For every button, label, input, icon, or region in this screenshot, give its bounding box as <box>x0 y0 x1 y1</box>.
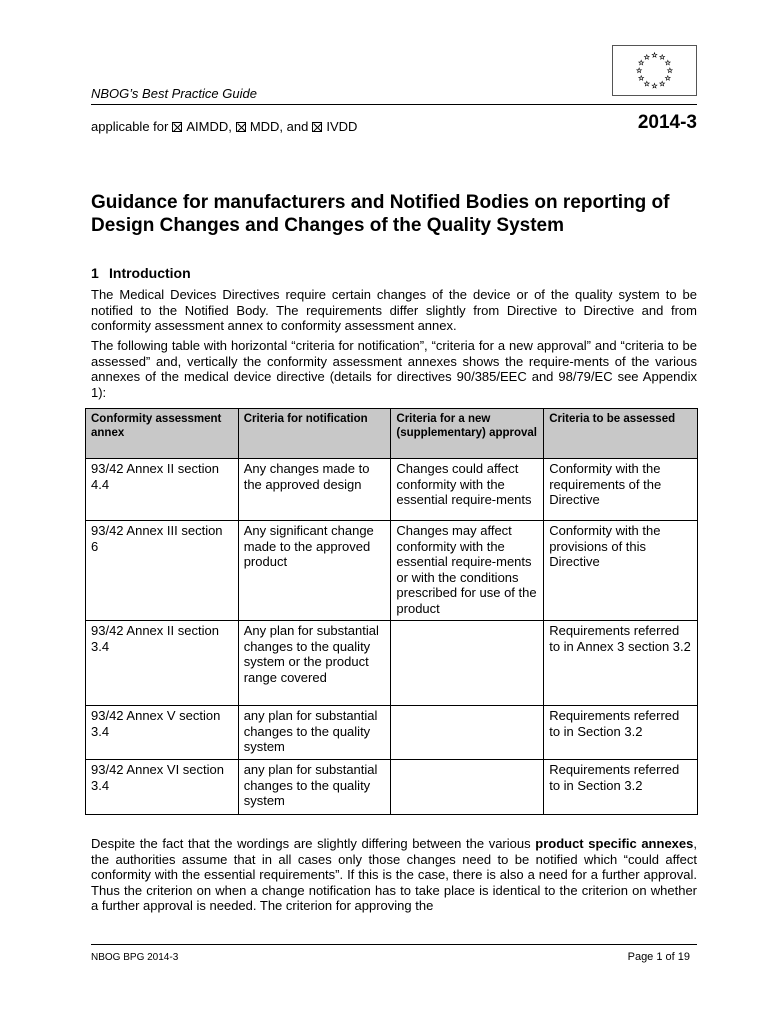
checked-box-icon <box>236 122 246 132</box>
closing-text-bold: product specific annexes <box>535 836 694 851</box>
column-header: Criteria to be assessed <box>544 409 698 459</box>
footer-doc-ref: NBOG BPG 2014-3 <box>91 952 179 963</box>
applicable-directives <box>91 119 357 134</box>
closing-text-start: Despite the fact that the wordings are slightly differing between the various <box>91 836 536 851</box>
table-row <box>86 760 698 815</box>
star-icon <box>637 68 642 73</box>
intro-paragraph-2: The following table with horizontal “criteria for notification”, “criteria for a new approval” and “criteria to be assessed” and, vertically the conformity assessment annexes shows the require-ments of the various annexes of the medical device directive (details for directives 90/385/EEC and 98/79/EC see Appendix 1): <box>91 338 697 400</box>
table-cell: Requirements referred to in Section 3.2 <box>544 706 698 760</box>
column-header: Conformity assessment annex <box>86 409 239 459</box>
section-heading <box>91 265 191 281</box>
star-icon <box>660 81 665 86</box>
star-icon <box>652 83 657 88</box>
table-cell: any plan for substantial changes to the quality system <box>238 706 391 760</box>
table-cell: Conformity with the requirements of the Directive <box>544 459 698 521</box>
eu-flag-logo <box>612 45 697 96</box>
table-cell: Any changes made to the approved design <box>238 459 391 521</box>
table-row <box>86 459 698 521</box>
star-icon <box>639 60 644 65</box>
table-cell: 93/42 Annex V section 3.4 <box>86 706 239 760</box>
eu-stars-icon <box>613 46 696 95</box>
star-icon <box>660 55 665 60</box>
table-cell: Conformity with the provisions of this Directive <box>544 521 698 621</box>
page-title: Guidance for manufacturers and Notified Bodies on reporting of Design Changes and Changes of the Quality System <box>91 192 670 236</box>
directive-mdd: MDD, and <box>249 119 309 134</box>
star-icon <box>665 60 670 65</box>
section-number: 1 <box>91 265 99 281</box>
applicable-prefix: applicable for <box>91 119 169 134</box>
table-header-row <box>86 409 698 459</box>
table-cell <box>391 760 544 815</box>
table-cell: 93/42 Annex II section 3.4 <box>86 621 239 706</box>
header-divider <box>91 104 697 105</box>
intro-paragraph-1: The Medical Devices Directives require certain changes of the device or of the quality system to be notified to the Notified Body. The requirements differ slightly from Directive to Directive and from conformity assessment annex to conformity assessment annex. <box>91 287 697 333</box>
table-cell: Changes could affect conformity with the essential require-ments <box>391 459 544 521</box>
column-header: Criteria for a new (supplementary) approval <box>391 409 544 459</box>
section-title: Introduction <box>109 265 191 281</box>
checked-box-icon <box>172 122 182 132</box>
table-cell: 93/42 Annex II section 4.4 <box>86 459 239 521</box>
star-icon <box>644 81 649 86</box>
star-icon <box>639 76 644 81</box>
table-cell: any plan for substantial changes to the quality system <box>238 760 391 815</box>
table-cell: 93/42 Annex VI section 3.4 <box>86 760 239 815</box>
directive-ivdd: IVDD <box>326 119 358 134</box>
table-cell: Changes may affect conformity with the essential require-ments or with the conditions prescribed for use of the product <box>391 521 544 621</box>
table-row <box>86 521 698 621</box>
page-number: Page 1 of 19 <box>627 951 690 963</box>
guide-name: NBOG’s Best Practice Guide <box>91 86 257 101</box>
checked-box-icon <box>312 122 322 132</box>
table-row <box>86 621 698 706</box>
column-header: Criteria for notification <box>238 409 391 459</box>
table-cell: Any plan for substantial changes to the quality system or the product range covered <box>238 621 391 706</box>
star-icon <box>665 76 670 81</box>
table-cell: Any significant change made to the approved product <box>238 521 391 621</box>
closing-paragraph <box>91 836 697 914</box>
table-cell <box>391 621 544 706</box>
annex-criteria-table <box>85 408 698 815</box>
directive-aimdd: AIMDD, <box>186 119 232 134</box>
table-cell: Requirements referred to in Annex 3 section 3.2 <box>544 621 698 706</box>
document-number: 2014-3 <box>637 112 697 133</box>
table-row <box>86 706 698 760</box>
footer-divider <box>91 944 697 945</box>
closing-text-end: , the authorities assume that in all cases only those changes need to be notified which “could affect conformity with the essential requirements”. If this is the case, there is also a need for a further approval. Thus the criterion on when a change notification has to take place is identical to the criterion on whether a further approval is needed. The criterion for approving the <box>91 836 697 913</box>
table-cell: Requirements referred to in Section 3.2 <box>544 760 698 815</box>
star-icon <box>667 68 672 73</box>
star-icon <box>652 53 657 58</box>
table-cell: 93/42 Annex III section 6 <box>86 521 239 621</box>
star-icon <box>644 55 649 60</box>
table-cell <box>391 706 544 760</box>
